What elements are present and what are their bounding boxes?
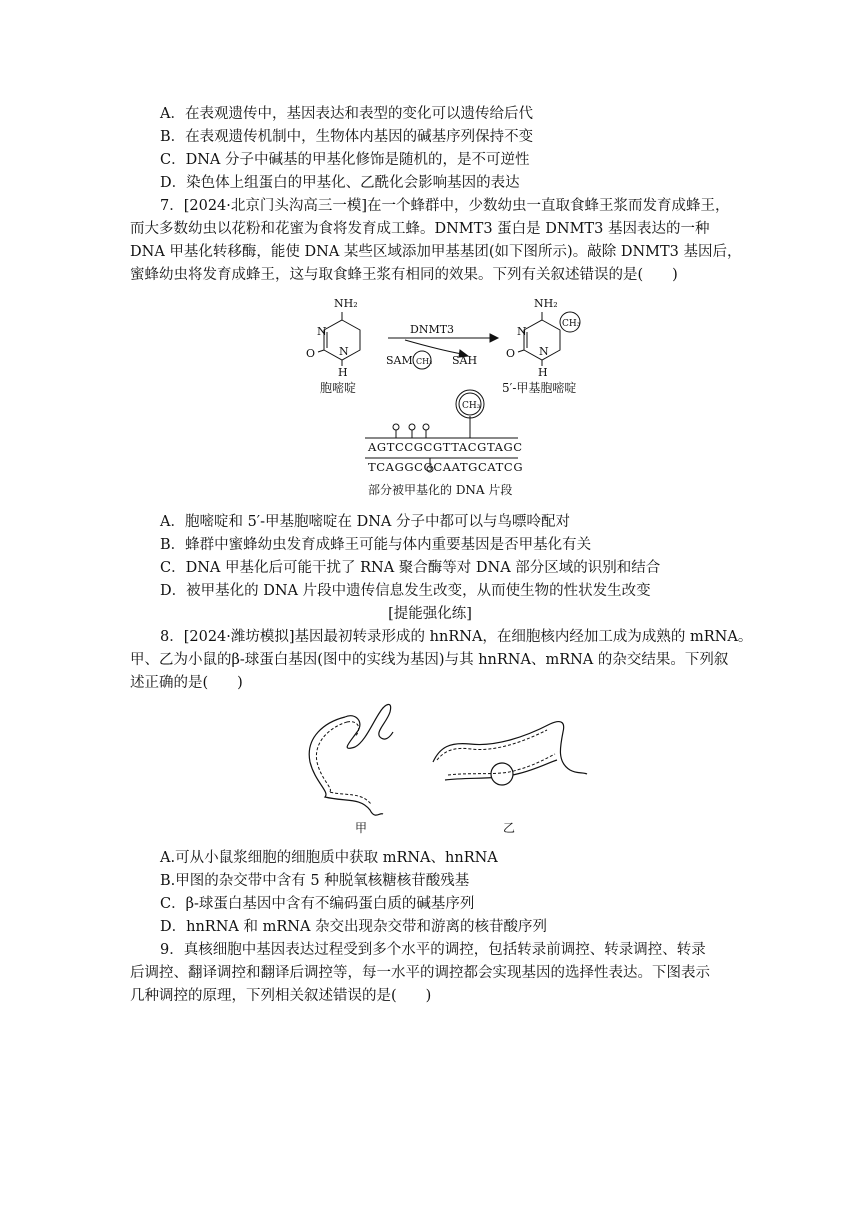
- q7-stem-line-1: 7．[2024·北京门头沟高三一模]在一个蜂群中，少数幼虫一直取食蜂王浆而发育成蜂王，: [160, 198, 730, 214]
- ch3-right: CH₃: [562, 319, 581, 329]
- q8-stem-line-2: 甲、乙为小鼠的β-球蛋白基因(图中的实线为基因)与其 hnRNA、mRNA 的杂交结果。下列叙: [130, 652, 729, 668]
- q7-stem-line-3: DNA 甲基化转移酶，能使 DNA 某些区域添加甲基基团(如下图所示)。敲除 DNMT3 基因后，: [130, 244, 742, 260]
- q6-option-d: D．染色体上组蛋白的甲基化、乙酰化会影响基因的表达: [160, 175, 520, 191]
- q7-option-d: D．被甲基化的 DNA 片段中遗传信息发生改变，从而使生物的性状发生改变: [160, 583, 651, 599]
- nh2-right: NH₂: [534, 297, 558, 310]
- q8-option-d: D．hnRNA 和 mRNA 杂交出现杂交带和游离的核苷酸序列: [160, 919, 548, 935]
- section-title: [提能强化练]: [388, 606, 472, 622]
- n-right-2: N: [539, 345, 549, 358]
- q7-option-c: C．DNA 甲基化后可能干扰了 RNA 聚合酶等对 DNA 部分区域的识别和结合: [160, 560, 661, 576]
- q6-option-c: C．DNA 分子中碱基的甲基化修饰是随机的，是不可逆性: [160, 152, 530, 168]
- figure-label-yi: 乙: [503, 821, 516, 835]
- o-left: O: [306, 347, 316, 360]
- h-left: H: [338, 366, 348, 379]
- dna-strand-bottom: TCAGGCGCAATGCATCG: [368, 460, 524, 474]
- n-left-1: N: [317, 325, 327, 338]
- q6-option-b: B．在表观遗传机制中，生物体内基因的碱基序列保持不变: [160, 129, 534, 145]
- dna-strand-top: AGTCCGCGTTACGTAGC: [368, 440, 523, 454]
- q6-option-a: A．在表观遗传中，基因表达和表型的变化可以遗传给后代: [160, 106, 533, 122]
- q8-stem-line-3: 述正确的是( ): [130, 675, 243, 691]
- q9-stem-line-2: 后调控、翻译调控和翻译后调控等，每一水平的调控都会实现基因的选择性表达。下图表示: [130, 965, 710, 981]
- n-left-2: N: [339, 345, 349, 358]
- q8-stem-line-1: 8．[2024·潍坊模拟]基因最初转录形成的 hnRNA，在细胞核内经加工成为成熟的 mRNA。: [160, 629, 753, 645]
- figure-label-jia: 甲: [355, 821, 368, 835]
- h-right: H: [538, 366, 548, 379]
- q7-option-a: A．胞嘧啶和 5′-甲基胞嘧啶在 DNA 分子中都可以与鸟嘌呤配对: [160, 514, 570, 530]
- methylcytosine-label: 5′-甲基胞嘧啶: [502, 381, 577, 395]
- cytosine-label: 胞嘧啶: [320, 381, 357, 395]
- methylation-figure: [290, 290, 600, 502]
- q7-stem-line-2: 而大多数幼虫以花粉和花蜜为食将发育成工蜂。DNMT3 蛋白是 DNMT3 基因表达的一种: [130, 221, 710, 237]
- q8-option-b: B.甲图的杂交带中含有 5 种脱氧核糖核苷酸残基: [160, 873, 470, 889]
- ch3-strand: CH₃: [462, 401, 481, 411]
- q9-stem-line-1: 9．真核细胞中基因表达过程受到多个水平的调控，包括转录前调控、转录调控、转录: [160, 942, 706, 958]
- q8-option-c: C．β-球蛋白基因中含有不编码蛋白质的碱基序列: [160, 896, 475, 912]
- sam-label: SAM: [386, 354, 413, 367]
- nh2-left: NH₂: [334, 297, 358, 310]
- sah-label: SAH: [452, 354, 478, 367]
- q9-stem-line-3: 几种调控的原理，下列相关叙述错误的是( ): [130, 988, 432, 1004]
- sam-ch3-label: CH₃: [416, 357, 433, 366]
- n-right-1: N: [517, 325, 527, 338]
- hybridization-figure: [295, 692, 595, 842]
- dna-fragment-caption: 部分被甲基化的 DNA 片段: [368, 483, 513, 497]
- enzyme-label: DNMT3: [410, 323, 455, 336]
- q7-stem-line-4: 蜜蜂幼虫将发育成蜂王，这与取食蜂王浆有相同的效果。下列有关叙述错误的是( ): [130, 267, 678, 283]
- o-right: O: [506, 347, 516, 360]
- q7-option-b: B．蜂群中蜜蜂幼虫发育成蜂王可能与体内重要基因是否甲基化有关: [160, 537, 592, 553]
- q8-option-a: A.可从小鼠浆细胞的细胞质中获取 mRNA、hnRNA: [160, 850, 498, 866]
